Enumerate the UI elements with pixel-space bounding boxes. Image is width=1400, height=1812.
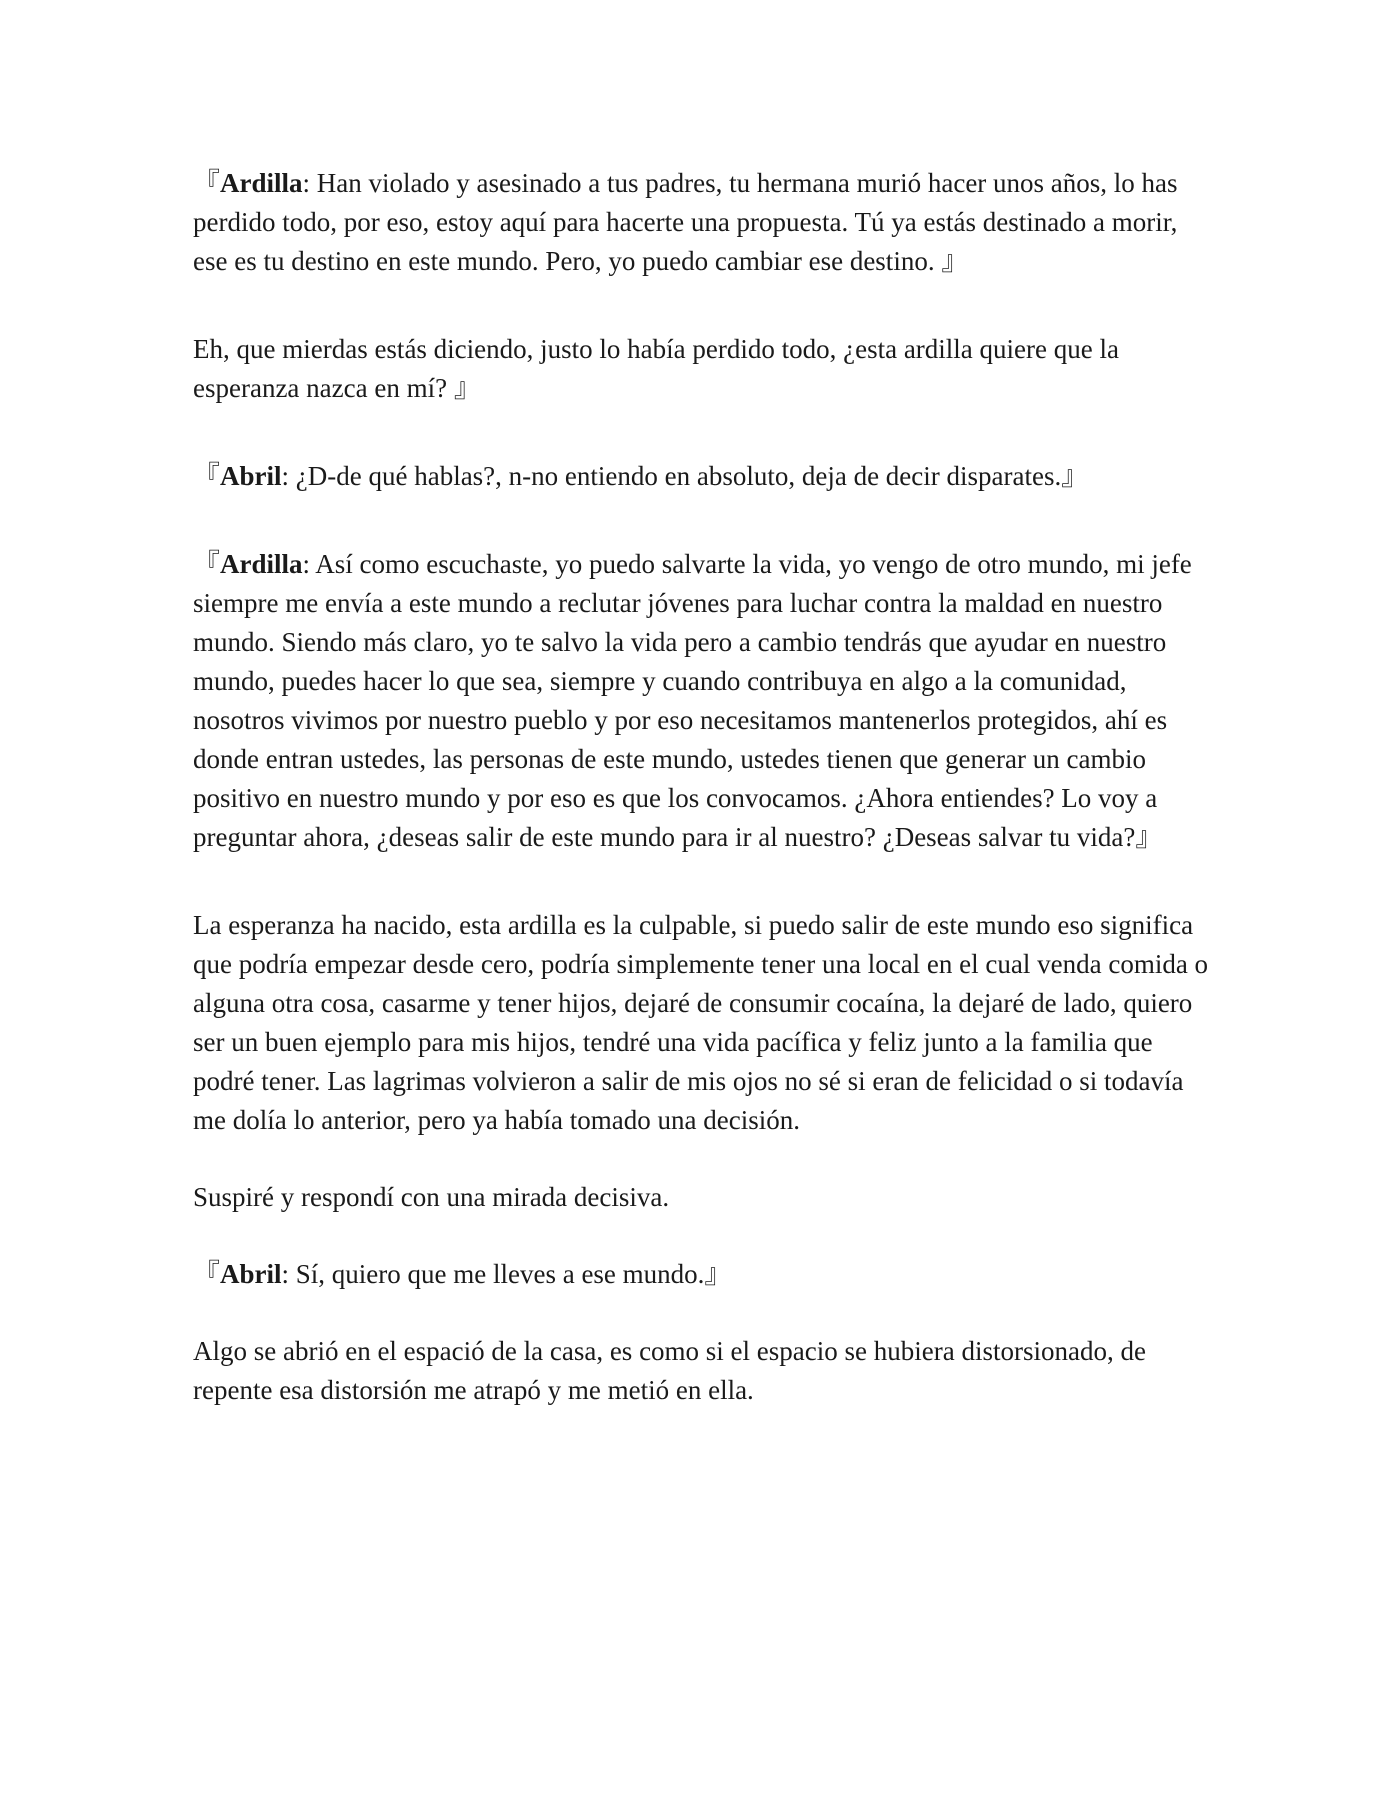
speaker-name: Abril xyxy=(220,461,282,491)
paragraph-4-dialogue xyxy=(193,545,1213,857)
paragraph-7-dialogue xyxy=(193,1255,1213,1294)
open-quote-bracket: 『 xyxy=(193,1259,220,1289)
close-quote-bracket: 』 xyxy=(941,246,969,276)
dialogue-text: : Sí, quiero que me lleves a ese mundo. xyxy=(281,1259,705,1289)
document-body xyxy=(193,164,1213,1410)
narration-text: Algo se abrió en el espació de la casa, es como si el espacio se hubiera distorsionado, de repente esa distorsión me atrapó y me metió en ella. xyxy=(193,1336,1146,1405)
dialogue-text: : ¿D-de qué hablas?, n-no entiendo en absoluto, deja de decir disparates. xyxy=(281,461,1062,491)
dialogue-text: : Así como escuchaste, yo puedo salvarte la vida, yo vengo de otro mundo, mi jefe siempre me envía a este mundo a reclutar jóvenes para luchar contra la maldad en nuestro mundo. Siendo más claro, yo te salvo la vida pero a cambio tendrás que ayudar en nuestro mundo, puedes hacer lo que sea, siempre y cuando contribuya en algo a la comunidad, nosotros vivimos por nuestro pueblo y por eso necesitamos mantenerlos protegidos, ahí es donde entran ustedes, las personas de este mundo, ustedes tienen que generar un cambio positivo en nuestro mundo y por eso es que los convocamos. ¿Ahora entiendes? Lo voy a preguntar ahora, ¿deseas salir de este mundo para ir al nuestro? ¿Deseas salvar tu vida? xyxy=(193,549,1192,852)
speaker-name: Ardilla xyxy=(220,168,303,198)
paragraph-8-narration xyxy=(193,1332,1213,1410)
open-quote-bracket: 『 xyxy=(193,168,220,198)
paragraph-5-narration xyxy=(193,906,1213,1140)
narration-text: La esperanza ha nacido, esta ardilla es la culpable, si puedo salir de este mundo eso significa que podría empezar desde cero, podría simplemente tener una local en el cual venda comida o alguna otra cosa, casarme y tener hijos, dejaré de consumir cocaína, la dejaré de lado, quiero ser un buen ejemplo para mis hijos, tendré una vida pacífica y feliz junto a la familia que podré tener. Las lagrimas volvieron a salir de mis ojos no sé si eran de felicidad o si todavía me dolía lo anterior, pero ya había tomado una decisión. xyxy=(193,910,1209,1135)
paragraph-2-narration xyxy=(193,330,1213,408)
narration-text: Eh, que mierdas estás diciendo, justo lo había perdido todo, ¿esta ardilla quiere que la esperanza nazca en mí? xyxy=(193,334,1119,403)
speaker-name: Ardilla xyxy=(220,549,303,579)
paragraph-1-dialogue xyxy=(193,164,1213,281)
speaker-name: Abril xyxy=(220,1259,282,1289)
open-quote-bracket: 『 xyxy=(193,549,220,579)
paragraph-3-dialogue xyxy=(193,457,1213,496)
open-quote-bracket: 『 xyxy=(193,461,220,491)
close-quote-bracket: 』 xyxy=(704,1259,732,1289)
close-quote-bracket: 』 xyxy=(1061,461,1089,491)
paragraph-6-narration xyxy=(193,1178,1213,1217)
dialogue-text: : Han violado y asesinado a tus padres, tu hermana murió hacer unos años, lo has perdido todo, por eso, estoy aquí para hacerte una propuesta. Tú ya estás destinado a morir, ese es tu destino en este mundo. Pero, yo puedo cambiar ese destino. xyxy=(193,168,1178,276)
close-quote-bracket: 』 xyxy=(1135,822,1163,852)
narration-text: Suspiré y respondí con una mirada decisiva. xyxy=(193,1182,670,1212)
close-quote-bracket: 』 xyxy=(453,373,481,403)
